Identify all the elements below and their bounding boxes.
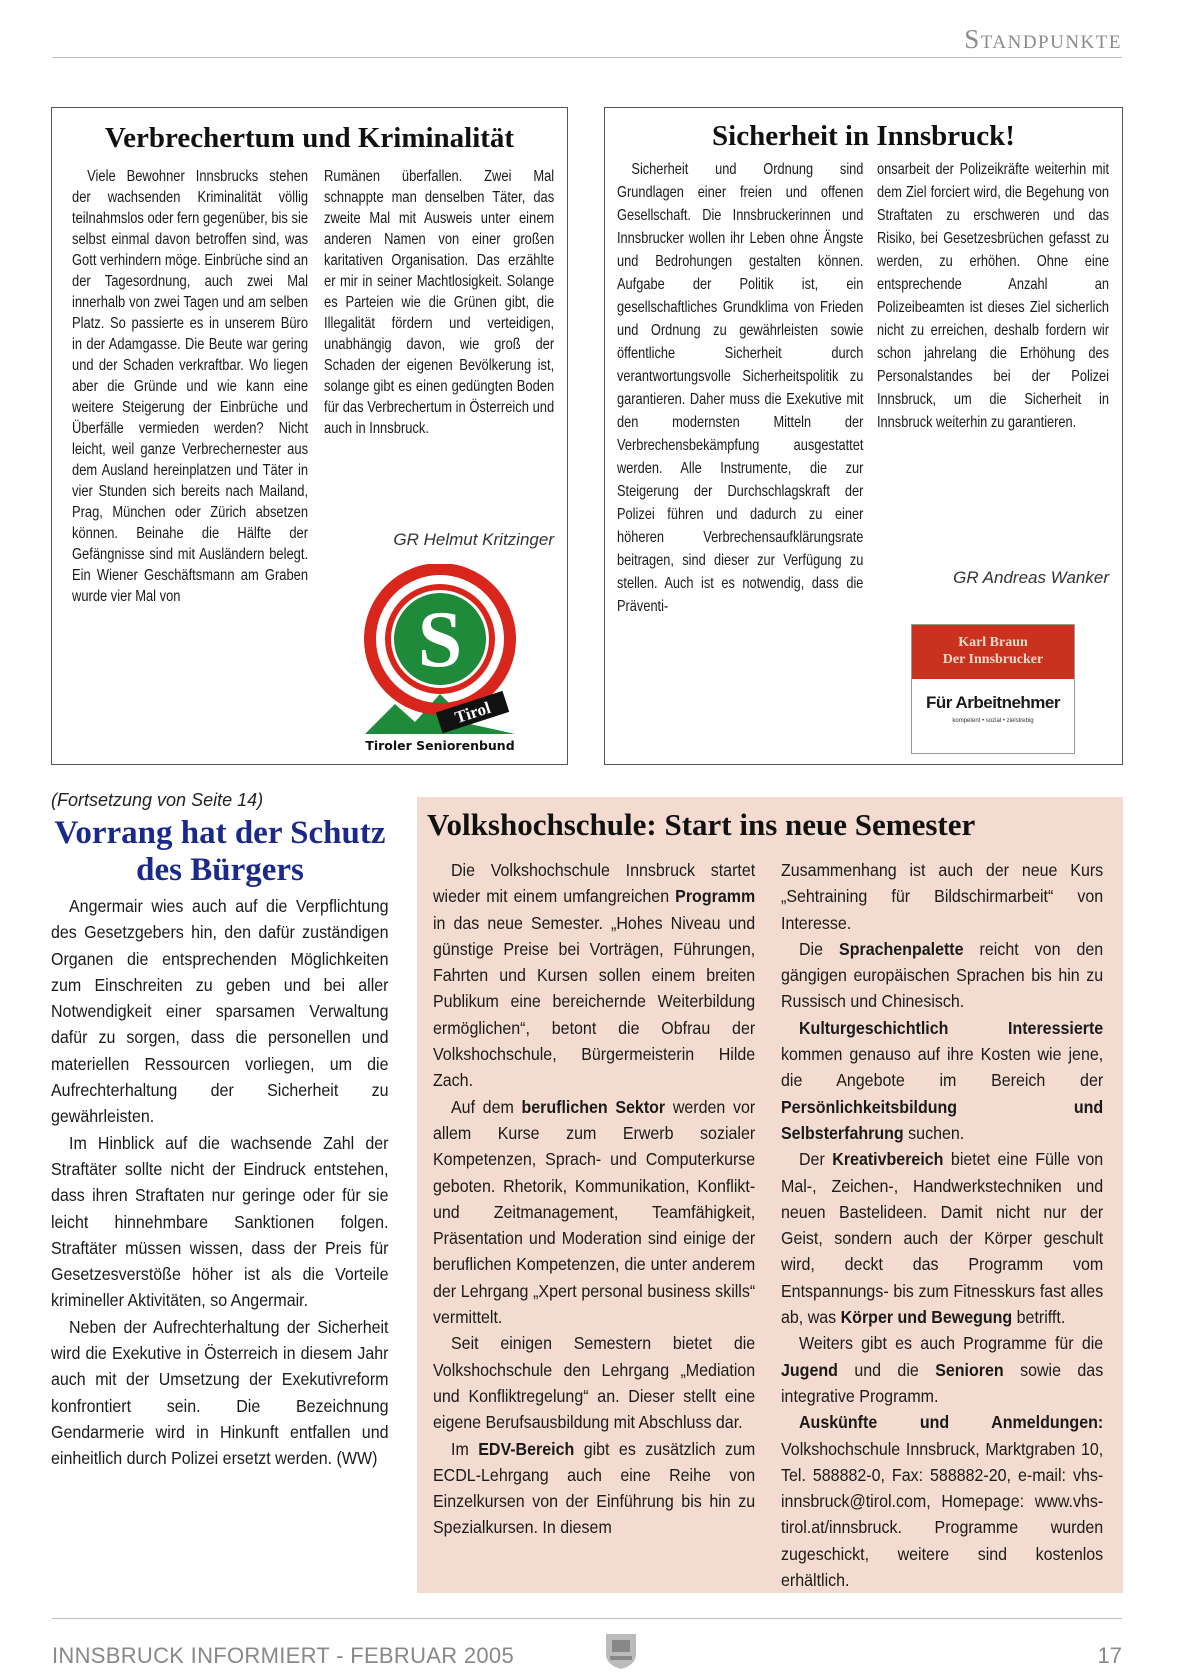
- bold-phrase: Sprachenpalette: [839, 938, 964, 959]
- article-title: Sicherheit in Innsbruck!: [712, 120, 1015, 152]
- city-crest-icon: [604, 1630, 638, 1670]
- paragraph: [781, 936, 1103, 1015]
- bold-phrase: Kulturgeschichtlich Interessierte: [799, 1017, 1104, 1038]
- seniorenbund-logo: [360, 564, 520, 754]
- text-run: in das neue Semester. „Hohes Niveau und günstige Preise bei Vorträgen, Führungen, Fahrten und Kursen sollen einem breiten Publikum eine bereichernde Weiterbildung ermöglichen“, betont die Obfrau der Volkshochschule, Bürgermeisterin Hilde Zach.: [433, 912, 756, 1091]
- text-run: Weiters gibt es auch Programme für die: [799, 1333, 1104, 1354]
- paragraph: Viele Bewohner Innsbrucks stehen der wachsenden Kriminalität völlig teilnahmslos oder fern gegenüber, bis sie selbst einmal davon betroffen sind, was Gott verhindern möge. Einbrüche sind an der Tagesordnung, auch zwei Mal innerhalb von zwei Tagen und am selben Platz. So passierte es in unserem Büro in der Adamgasse. Die Beute war gering und der Schaden verkraftbar. Wo liegen aber die Gründe und wie kann eine weitere Steigerung der Einbrüche und Überfälle vermieden werden? Nicht leicht, weil ganze Verbrechernester aus dem Ausland hereinplatzen und Täter in vier Stunden sich bereits nach Mailand, Prag, München oder Zürich absetzen können. Beinahe die Hälfte der Gefängnisse sind mit Ausländern belegt. Ein Wiener Geschäftsmann am Graben wurde vier Mal von: [72, 168, 309, 605]
- paragraph: [433, 1436, 755, 1541]
- article-vhs-box: [417, 797, 1123, 1593]
- paragraph: [781, 1146, 1103, 1330]
- text-run: Der: [799, 1149, 833, 1170]
- author-signature: GR Helmut Kritzinger: [393, 530, 554, 549]
- ad-tagline: kompetent • sozial • zielstrebig: [952, 718, 1034, 724]
- text-run: betrifft.: [1012, 1307, 1066, 1328]
- paragraph: Angermair wies auch auf die Verpflichtung des Gesetzgebers hin, den dafür zuständigen Organen die entsprechenden Möglichkeiten zum Einschreiten zu geben und bei aller Notwendigkeit einer sparsamen Verwaltung dafür zu sorgen, dass die personellen und materiellen Ressourcen vorliegen, um die Aufrechterhaltung der Sicherheit zu gewährleisten.: [51, 896, 389, 1127]
- text-run: und die: [837, 1359, 936, 1380]
- article-body: [51, 893, 389, 1472]
- text-run: Die Volkshochschule Innsbruck startet wieder mit einem umfangreichen: [433, 860, 756, 907]
- bold-phrase: EDV-Bereich: [478, 1438, 575, 1459]
- bold-phrase: Senioren: [935, 1359, 1004, 1380]
- text-run: reicht von den gängigen europäischen Sprachen bis hin zu Russisch und Chinesisch.: [781, 938, 1104, 1012]
- page-number: 17: [1097, 1643, 1122, 1668]
- paragraph: Neben der Aufrechterhaltung der Sicherheit wird die Exekutive in Österreich in diesem Jahr auch mit der Umsetzung der Exekutivreform konfrontiert sein. Die Bezeichnung Gendarmerie wird in Hinkunft entfallen und einheitlich durch Polizei ersetzt werden. (WW): [51, 1316, 389, 1469]
- text-run: Auf dem: [451, 1096, 522, 1117]
- paragraph: [781, 1409, 1103, 1593]
- text-run: gibt es zusätzlich zum ECDL-Lehrgang auch eine Reihe von Einzelkursen von der Einführung bis hin zu Spezialkursen. In diesem: [433, 1438, 756, 1538]
- paragraph: [781, 1015, 1103, 1146]
- text-run: Im: [451, 1438, 479, 1459]
- logo-letter: S: [417, 596, 463, 684]
- article-security-box: [604, 107, 1123, 765]
- bold-phrase: Kreativbereich: [832, 1149, 944, 1170]
- bold-phrase: Jugend: [781, 1359, 838, 1380]
- article-column-2: [324, 166, 554, 754]
- text-run: suchen.: [903, 1122, 965, 1143]
- article-column-1: [72, 166, 308, 607]
- bold-phrase: beruflichen Sektor: [521, 1096, 666, 1117]
- paragraph: Sicherheit und Ordnung sind Grundlagen einer freien und offenen Gesellschaft. Die Innsbruckerinnen und Innsbrucker wollen ihr Leben ohne Ängste und Bedrohungen gestalten können. Aufgabe der Politik ist, ein gesellschaftliches Grundklima von Frieden und Ordnung zu gewährleisten sowie öffentliche Sicherheit durch verantwortungsvolle Sicherheitspolitik zu garantieren. Daher muss die Exekutive mit den modernsten Mitteln der Verbrechensbekämpfung ausgestattet werden. Alle Instrumente, die zur Steigerung der Durchschlagskraft der Polizei führen und dadurch zu einer höheren Verbrechensaufklärungsrate beitragen, sind dieser zur Verfügung zu stellen. Auch ist es notwendig, dass die Präventi-: [617, 161, 864, 615]
- text-run: bietet eine Fülle von Mal-, Zeichen-, Handwerkstechniken und neuen Bastelideen. Damit nicht nur der Geist, sondern auch der Körper geschult wird, deckt das Programm vom Entspannungs- bis zum Fitnesskurs fast alles ab, was: [781, 1149, 1104, 1328]
- text-run: Die: [799, 938, 840, 959]
- karl-braun-ad: [911, 624, 1075, 754]
- header-rule: [52, 57, 1122, 58]
- author-signature: GR Andreas Wanker: [953, 568, 1109, 587]
- text-run: kommen genauso auf ihre Kosten wie jene, die Angebote im Bereich der: [781, 1044, 1104, 1091]
- text-run: sowie das integrative Programm.: [781, 1359, 1104, 1406]
- article-column-2: [877, 158, 1109, 754]
- footer-rule: [52, 1618, 1122, 1619]
- paragraph: Rumänen überfallen. Zwei Mal schnappte man denselben Täter, das zweite Mal mit Ausweis unter einem anderen Namen von einer großen karitativen Organisation. Das erzählte er mir in seiner Machtlosigkeit. Solange es Parteien wie die Grünen gibt, die Illegalität fördern und verteidigen, unabhängig davon, wie groß der Schaden der eigenen Bevölkerung ist, solange gibt es einen gedüngten Boden für das Verbrechertum in Österreich und auch in Innsbruck.: [324, 168, 555, 437]
- continued-note: (Fortsetzung von Seite 14): [51, 790, 264, 810]
- paragraph: onsarbeit der Polizeikräfte weiterhin mit dem Ziel forciert wird, die Begehung von Straftaten zu erschweren und das Risiko, bei Gesetzesbrüchen gefasst zu werden, zu erhöhen. Ohne eine entsprechende Anzahl an Polizeibeamten ist dieses Ziel sicherlich nicht zu erreichen, deshalb fordern wir schon jahrelang die Erhöhung des Personalstandes bei der Polizei Innsbruck, um die Sicherheit in Innsbruck weiterhin zu garantieren.: [877, 161, 1109, 431]
- article-column-2: [781, 857, 1103, 1593]
- article-crime-box: [51, 107, 568, 765]
- text-run: Seit einigen Semestern bietet die Volkshochschule den Lehrgang „Mediation und Konfliktregelung“ an. Dieser stellt eine eigene Berufsausbildung mit Abschluss dar.: [433, 1333, 756, 1433]
- text-run: Zusammenhang ist auch der neue Kurs „Sehtraining für Bildschirmarbeit“ von Interesse.: [781, 860, 1104, 933]
- bold-phrase: Persönlichkeitsbildung und Selbsterfahrung: [781, 1096, 1104, 1143]
- article-title: Verbrechertum und Kriminalität: [104, 122, 515, 154]
- ad-name: Karl Braun: [958, 635, 1028, 650]
- article-citizen-protection: [51, 790, 389, 1472]
- paragraph: [781, 1330, 1103, 1409]
- paragraph: Im Hinblick auf die wachsende Zahl der Straftäter sollte nicht der Eindruck entstehen, dass ihren Straftaten nur geringe oder für sie leicht hinnehmbare Sanktionen folgen. Straftäter müssen wissen, dass der Preis für Gesetzesverstöße höher ist als die Vorteile krimineller Aktivitäten, so Angermair.: [51, 1132, 389, 1311]
- ad-subtitle: Der Innsbrucker: [942, 652, 1044, 667]
- logo-badge: Tirol: [452, 697, 493, 728]
- ad-slogan: Für Arbeitnehmer: [925, 693, 1060, 712]
- article-column-1: [433, 857, 755, 1541]
- text-run: Volkshochschule Innsbruck, Marktgraben 10, Tel. 588882-0, Fax: 588882-20, e-mail: vhs-innsbruck@tirol.com, Homepage: www.vhs-tirol.at/innsbruck. Programme wurden zugeschickt, weitere sind kostenlos erhältlich.: [781, 1438, 1104, 1591]
- article-title: Vorrang hat der Schutz des Bürgers: [54, 815, 386, 888]
- logo-caption: Tiroler Seniorenbund: [365, 738, 515, 753]
- paragraph: [781, 857, 1103, 936]
- paragraph: [433, 1330, 755, 1435]
- bold-phrase: Körper und Bewegung: [840, 1307, 1013, 1328]
- article-title: Volkshochschule: Start ins neue Semester: [427, 807, 976, 842]
- text-run: werden vor allem Kurse zum Erwerb sozialer Kompetenzen, Sprach- und Computerkurse geboten. Rhetorik, Kommunikation, Konflikt- und Zeitmanagement, Teamfähigkeit, Präsentation und Moderation sind einige der beruflichen Kompetenzen, die unter anderem der Lehrgang „Xpert personal business skills“ vermittelt.: [433, 1096, 756, 1328]
- section-header: Standpunkte: [964, 24, 1122, 54]
- bold-phrase: Auskünfte und Anmeldungen:: [799, 1412, 1104, 1433]
- article-column-1: [617, 158, 863, 618]
- paragraph: [433, 1094, 755, 1331]
- bold-phrase: Programm: [675, 886, 756, 907]
- publication-name: INNSBRUCK INFORMIERT - FEBRUAR 2005: [52, 1643, 514, 1668]
- paragraph: [433, 857, 755, 1094]
